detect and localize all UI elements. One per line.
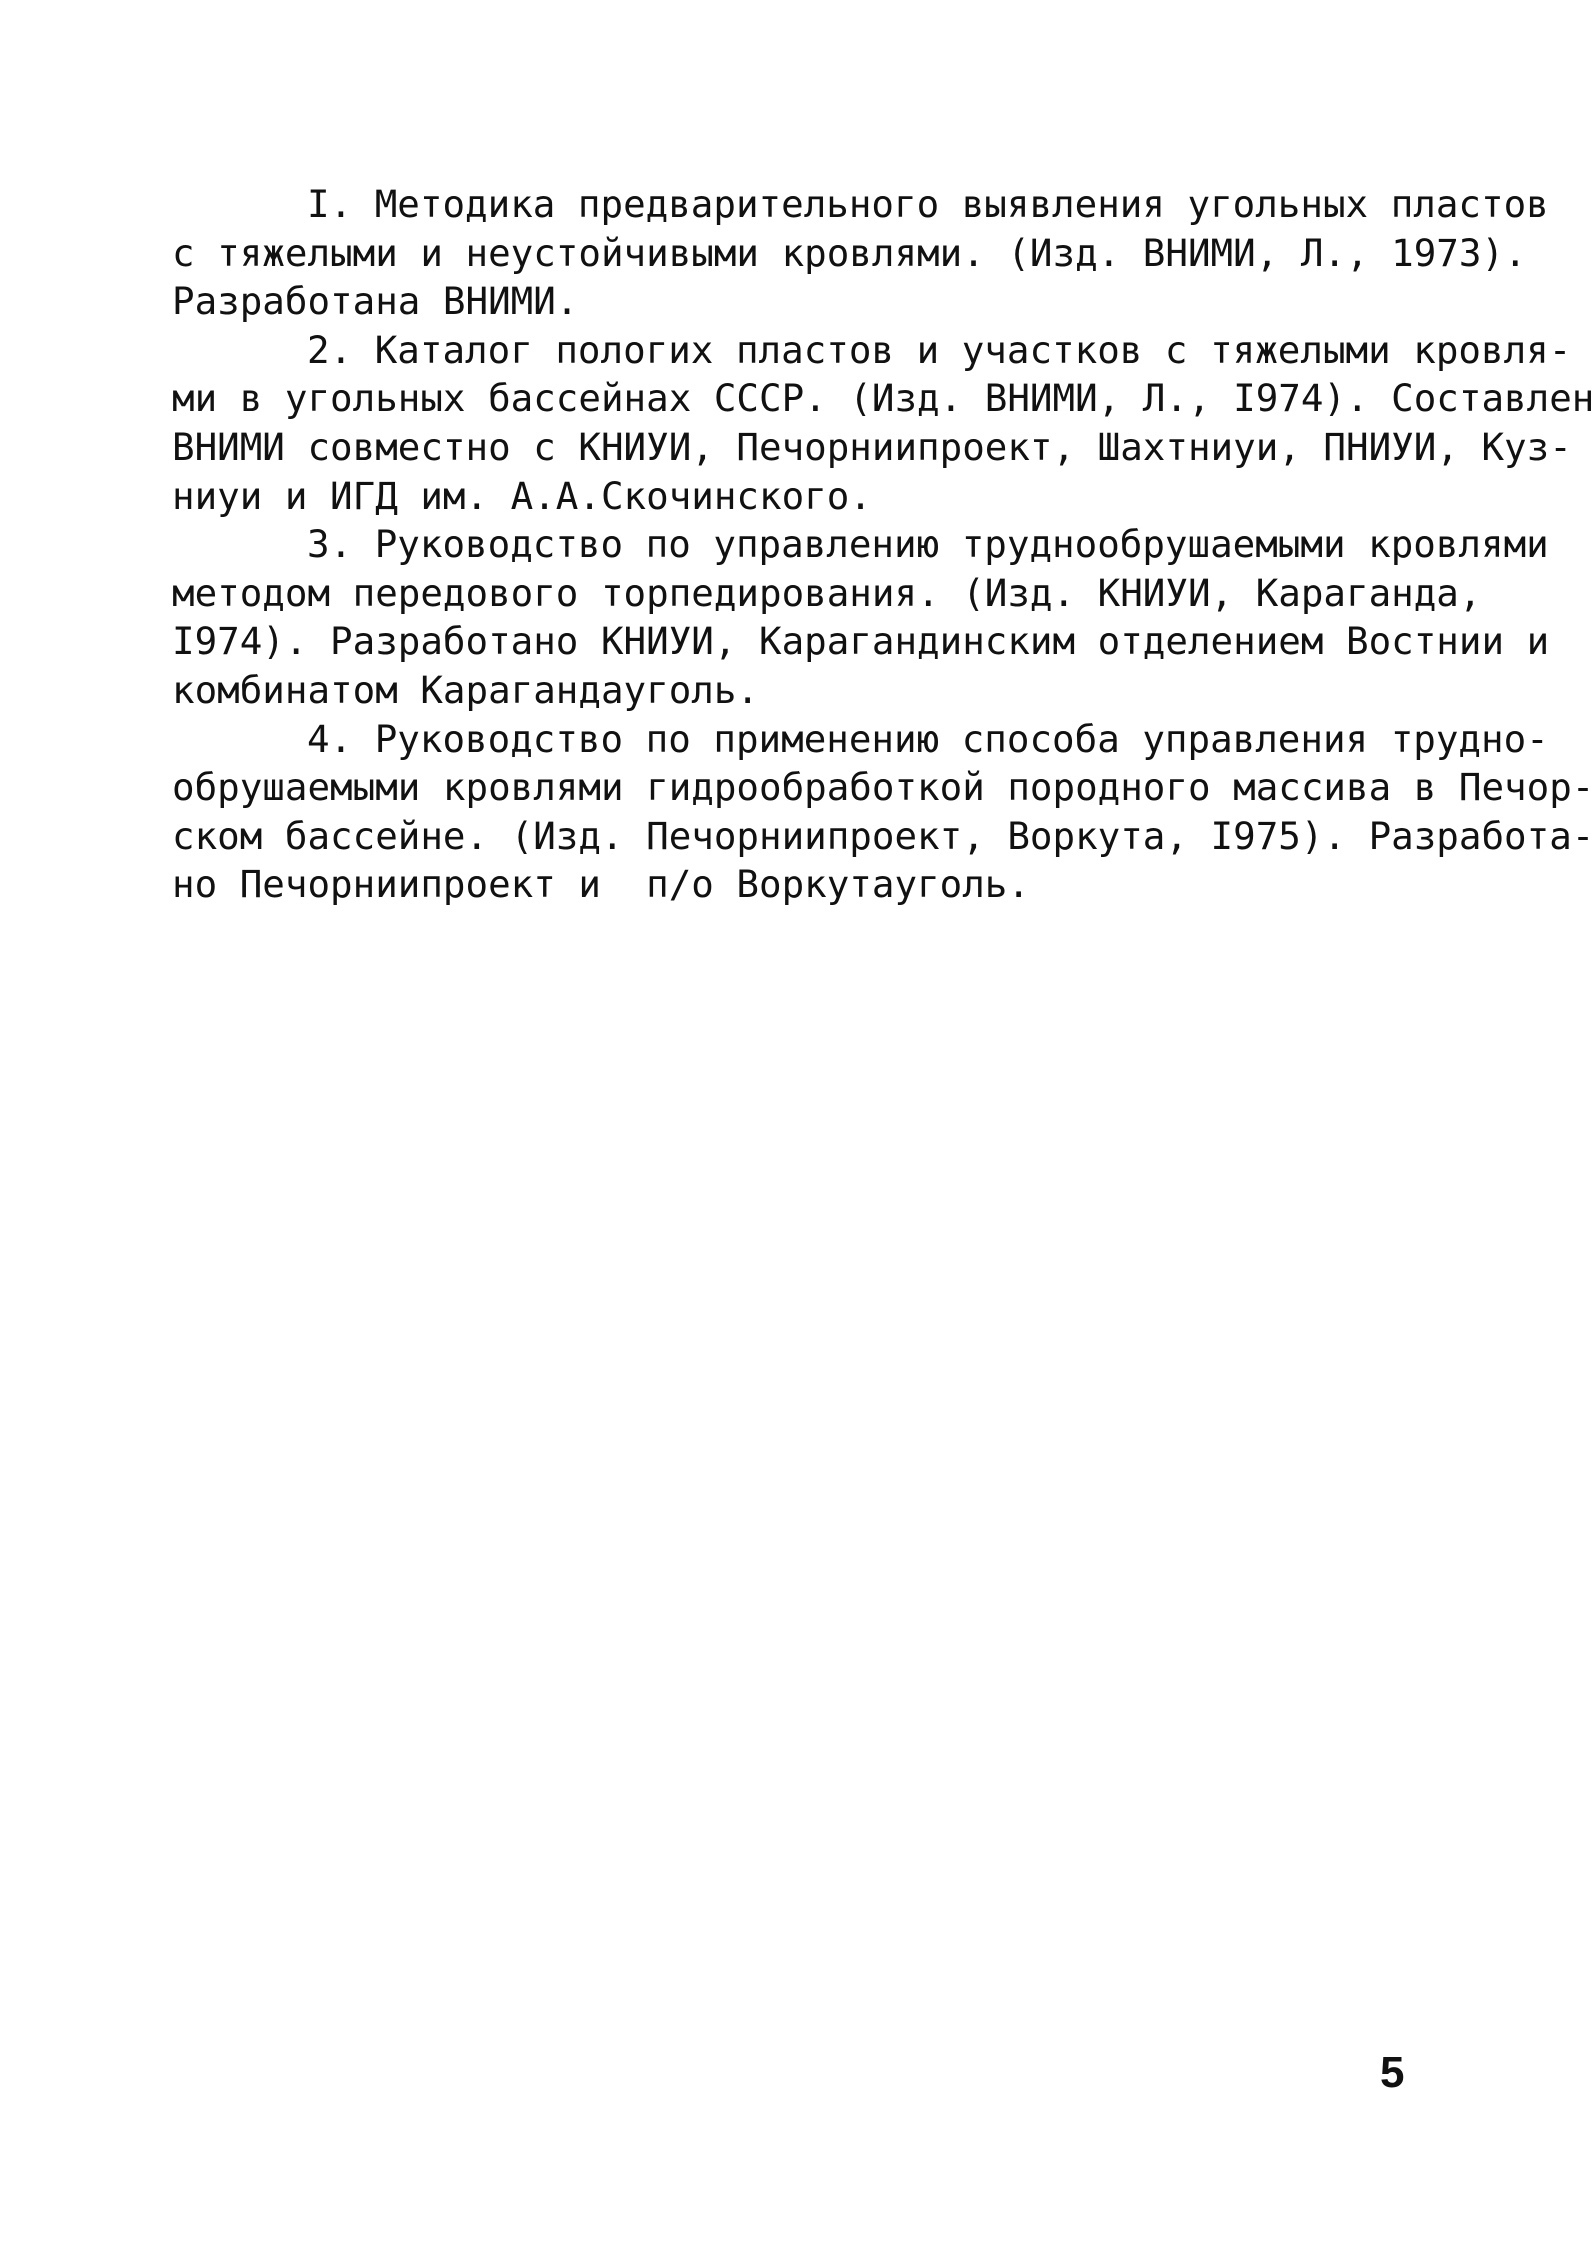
text-line: ниуи и ИГД им. А.А.Скочинского. bbox=[172, 473, 872, 518]
list-item bbox=[172, 326, 1594, 520]
text-line: ском бассейне. (Изд. Печорниипроект, Воркута, I975). Разработа- bbox=[172, 813, 1594, 858]
text-line: с тяжелыми и неустойчивыми кровлями. (Изд. ВНИМИ, Л., 1973). bbox=[172, 230, 1527, 275]
text-line: I. Методика предварительного выявления угольных пластов bbox=[307, 182, 1549, 226]
list-item bbox=[172, 180, 1549, 326]
text-line: I974). Разработано КНИУИ, Карагандинским отделением Востнии и bbox=[172, 619, 1550, 664]
text-line: методом передового торпедирования. (Изд. КНИУИ, Караганда, bbox=[172, 570, 1482, 615]
text-line: 2. Каталог пологих пластов и участков с тяжелыми кровля- bbox=[307, 327, 1572, 372]
text-line: 4. Руководство по применению способа управления трудно- bbox=[307, 716, 1549, 761]
list-item bbox=[172, 715, 1594, 909]
text-line: обрушаемыми кровлями гидрообработкой породного массива в Печор- bbox=[172, 765, 1594, 810]
text-line: 3. Руководство по управлению труднообрушаемыми кровлями bbox=[307, 522, 1549, 567]
text-line: но Печорниипроект и п/о Воркутауголь. bbox=[172, 862, 1030, 907]
text-line: ВНИМИ совместно с КНИУИ, Печорниипроект, Шахтниуи, ПНИУИ, Куз- bbox=[172, 424, 1572, 469]
text-line: Разработана ВНИМИ. bbox=[172, 279, 579, 324]
text-line: комбинатом Карагандауголь. bbox=[172, 667, 759, 712]
reference-list bbox=[172, 180, 1594, 909]
text-line: ми в угольных бассейнах СССР. (Изд. ВНИМИ, Л., I974). Составлен bbox=[172, 376, 1594, 421]
list-item bbox=[172, 520, 1550, 714]
page-number: 5 bbox=[1380, 2048, 1405, 2097]
